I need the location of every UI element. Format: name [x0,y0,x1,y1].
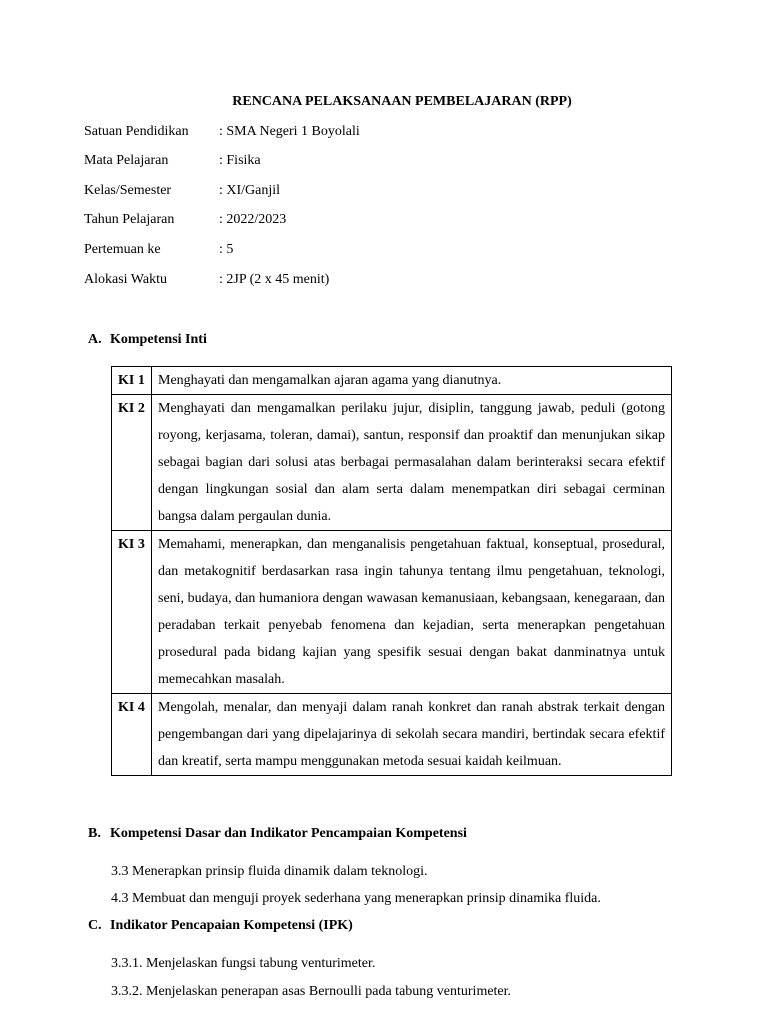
kd-item: 4.3 Membuat dan menguji proyek sederhana yang menerapkan prinsip dinamika fluida. [111,891,601,906]
info-value: : 2JP (2 x 45 menit) [219,272,330,287]
section-title: Kompetensi Inti [110,332,207,347]
document-title: RENCANA PELAKSANAAN PEMBELAJARAN (RPP) [232,94,572,109]
ki-code: KI 2 [112,395,152,531]
table-row [112,531,672,694]
kd-item: 3.3 Menerapkan prinsip fluida dinamik dalam teknologi. [111,864,428,879]
info-row-alokasi-waktu [84,271,684,289]
info-label: Tahun Pelajaran [84,212,175,227]
ki-text: Menghayati dan mengamalkan ajaran agama yang dianutnya. [152,367,672,395]
info-row-satuan-pendidikan [84,123,684,141]
info-label: Mata Pelajaran [84,153,169,168]
ki-code: KI 1 [112,367,152,395]
kompetensi-inti-table [111,366,672,776]
section-letter: B. [88,826,101,841]
info-label: Alokasi Waktu [84,272,167,287]
info-value: : Fisika [219,153,261,168]
ki-text: Mengolah, menalar, dan menyaji dalam ranah konkret dan ranah abstrak terkait dengan pengembangan dari yang dipelajarinya di sekolah secara mandiri, bertindak secara efektif dan kreatif, serta mampu menggunakan metoda sesuai kaidah keilmuan. [152,694,672,776]
info-label: Kelas/Semester [84,183,172,198]
ki-code: KI 4 [112,694,152,776]
section-letter: A. [88,332,102,347]
info-label: Satuan Pendidikan [84,124,189,139]
section-c-heading [88,917,353,935]
section-letter: C. [88,918,102,933]
ki-code: KI 3 [112,531,152,694]
table-row [112,395,672,531]
info-value: : SMA Negeri 1 Boyolali [219,124,360,139]
info-label: Pertemuan ke [84,242,161,257]
info-row-tahun-pelajaran [84,211,684,229]
info-value: : XI/Ganjil [219,183,281,198]
info-value: : 2022/2023 [219,212,287,227]
info-value: : 5 [219,242,234,257]
section-b-heading [88,825,467,843]
ki-text: Menghayati dan mengamalkan perilaku jujur, disiplin, tanggung jawab, peduli (gotong royong, kerjasama, toleran, damai), santun, responsif dan proaktif dan menunjukan sikap sebagai bagian dari solusi atas berbagai permasalahan dalam berinteraksi secara efektif dengan lingkungan sosial dan alam serta dalam menempatkan diri sebagai cerminan bangsa dalam pergaulan dunia. [152,395,672,531]
info-row-mata-pelajaran [84,152,684,170]
section-title: Kompetensi Dasar dan Indikator Pencampaian Kompetensi [110,826,467,841]
ki-text: Memahami, menerapkan, dan menganalisis pengetahuan faktual, konseptual, prosedural, dan metakognitif berdasarkan rasa ingin tahunya tentang ilmu pengetahuan, teknologi, seni, budaya, dan humaniora dengan wawasan kemanusiaan, kebangsaan, kenegaraan, dan peradaban terkait penyebab fenomena dan kejadian, serta menerapkan pengetahuan prosedural pada bidang kajian yang spesifik sesuai dengan bakat danminatnya untuk memecahkan masalah. [152,531,672,694]
table-row [112,694,672,776]
section-a-heading [88,331,207,349]
section-title: Indikator Pencapaian Kompetensi (IPK) [110,918,353,933]
info-row-pertemuan-ke [84,241,684,259]
info-row-kelas-semester [84,182,684,200]
ipk-item: 3.3.2. Menjelaskan penerapan asas Bernoulli pada tabung venturimeter. [111,984,512,999]
ipk-item: 3.3.1. Menjelaskan fungsi tabung venturimeter. [111,956,376,971]
table-row [112,367,672,395]
